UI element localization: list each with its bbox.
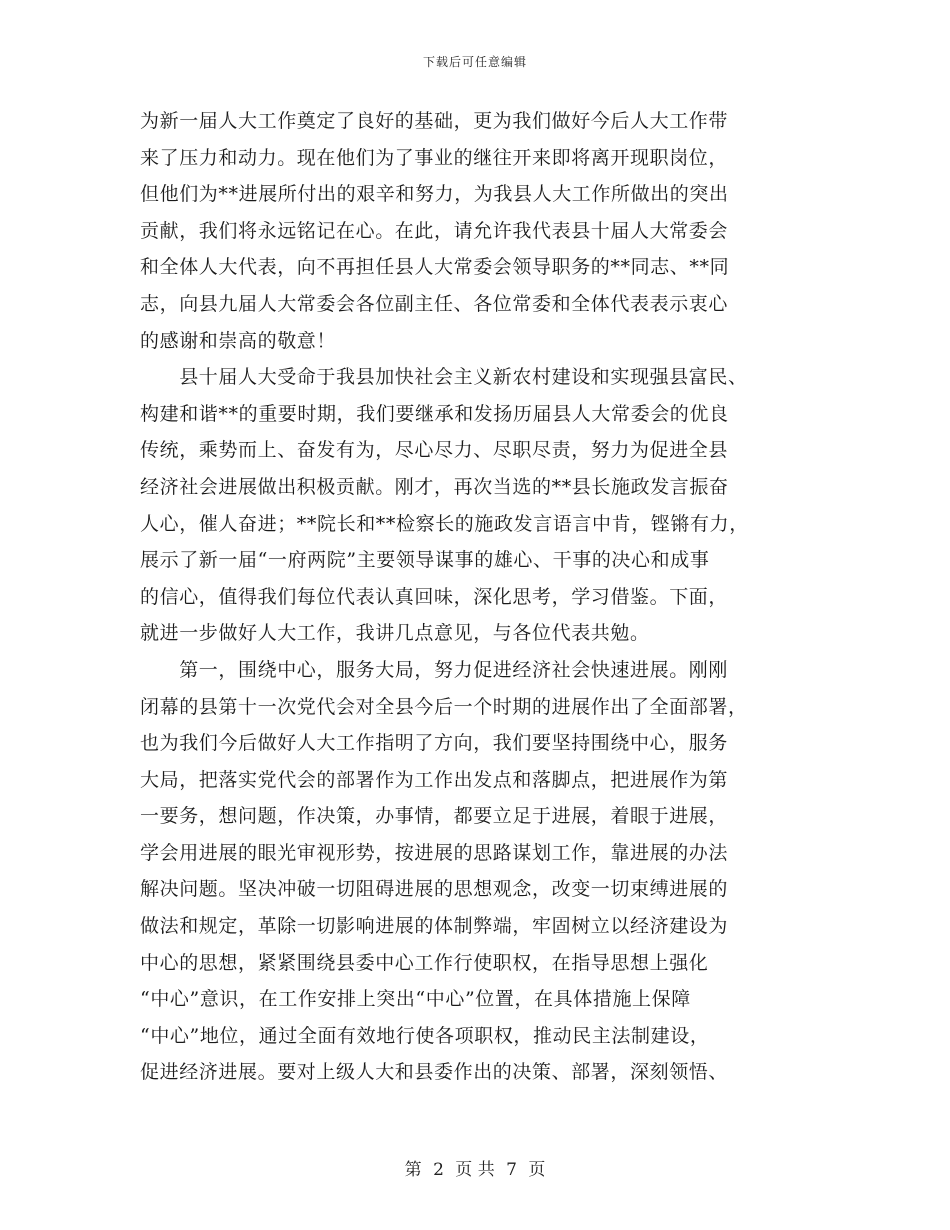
text-line-21: 学会用进展的眼光审视形势，按进展的思路谋划工作，靠进展的办法 bbox=[140, 841, 729, 864]
page-header-note: 下载后可任意编辑 bbox=[422, 55, 527, 69]
text-line-5: 和全体人大代表，向不再担任县人大常委会领导职务的**同志、**同 bbox=[140, 256, 730, 279]
text-line-18: 也为我们今后做好人大工作指明了方向，我们要坚持围绕中心，服务 bbox=[140, 732, 729, 755]
text-line-7: 的感谢和崇高的敬意！ bbox=[140, 329, 337, 352]
text-line-25: “中心”意识，在工作安排上突出“中心”位置，在具体措施上保障 bbox=[140, 988, 691, 1011]
current-page-number: 2 bbox=[433, 1160, 444, 1180]
text-line-22: 解决问题。坚决冲破一切阻碍进展的思想观念，改变一切束缚进展的 bbox=[140, 878, 729, 901]
text-line-17: 闭幕的县第十一次党代会对全县今后一个时期的进展作出了全面部署， bbox=[140, 695, 748, 718]
text-line-9: 构建和谐**的重要时期，我们要继承和发扬历届县人大常委会的优良 bbox=[140, 402, 729, 425]
text-line-4: 贡献，我们将永远铭记在心。在此，请允许我代表县十届人大常委会 bbox=[140, 219, 729, 242]
text-line-19: 大局，把落实党代会的部署作为工作出发点和落脚点，把进展作为第 bbox=[140, 768, 729, 791]
text-line-3: 但他们为**进展所付出的艰辛和努力，为我县人大工作所做出的突出 bbox=[140, 183, 729, 206]
text-line-20: 一要务，想问题，作决策，办事情，都要立足于进展，着眼于进展， bbox=[140, 805, 729, 828]
text-line-12: 人心，催人奋进；**院长和**检察长的施政发言语言中肯，铿锵有力， bbox=[140, 512, 749, 535]
text-line-15: 就进一步做好人大工作，我讲几点意见，与各位代表共勉。 bbox=[140, 622, 650, 645]
total-page-count: 7 bbox=[506, 1160, 517, 1180]
text-line-10: 传统，乘势而上、奋发有为，尽心尽力、尽职尽责，努力为促进全县 bbox=[140, 439, 729, 462]
footer-prefix: 第 bbox=[404, 1160, 422, 1180]
text-line-13: 展示了新一届“一府两院”主要领导谋事的雄心、干事的决心和成事 bbox=[140, 549, 710, 572]
text-line-27: 促进经济进展。要对上级人大和县委作出的决策、部署，深刻领悟、 bbox=[140, 1061, 729, 1084]
footer-middle: 页 共 bbox=[455, 1160, 495, 1180]
text-line-26: “中心”地位，通过全面有效地行使各项职权，推动民主法制建设， bbox=[140, 1024, 710, 1047]
text-line-11: 经济社会进展做出积极贡献。刚才，再次当选的**县长施政发言振奋 bbox=[140, 475, 729, 498]
text-line-2: 来了压力和动力。现在他们为了事业的继往开来即将离开现职岗位， bbox=[140, 146, 729, 169]
text-line-8: 县十届人大受命于我县加快社会主义新农村建设和实现强县富民、 bbox=[140, 366, 748, 389]
text-line-14: 的信心，值得我们每位代表认真回味，深化思考，学习借鉴。下面， bbox=[140, 585, 729, 608]
text-line-24: 中心的思想，紧紧围绕县委中心工作行使职权，在指导思想上强化 bbox=[140, 951, 709, 974]
text-line-16: 第一，围绕中心，服务大局，努力促进经济社会快速进展。刚刚 bbox=[140, 658, 729, 681]
text-line-23: 做法和规定，革除一切影响进展的体制弊端，牢固树立以经济建设为 bbox=[140, 915, 729, 938]
footer-suffix: 页 bbox=[528, 1160, 546, 1180]
text-line-1: 为新一届人大工作奠定了良好的基础，更为我们做好今后人大工作带 bbox=[140, 110, 729, 132]
document-body bbox=[140, 103, 810, 1091]
text-line-6: 志，向县九届人大常委会各位副主任、各位常委和全体代表表示衷心 bbox=[140, 292, 729, 315]
page-footer bbox=[0, 1155, 950, 1180]
